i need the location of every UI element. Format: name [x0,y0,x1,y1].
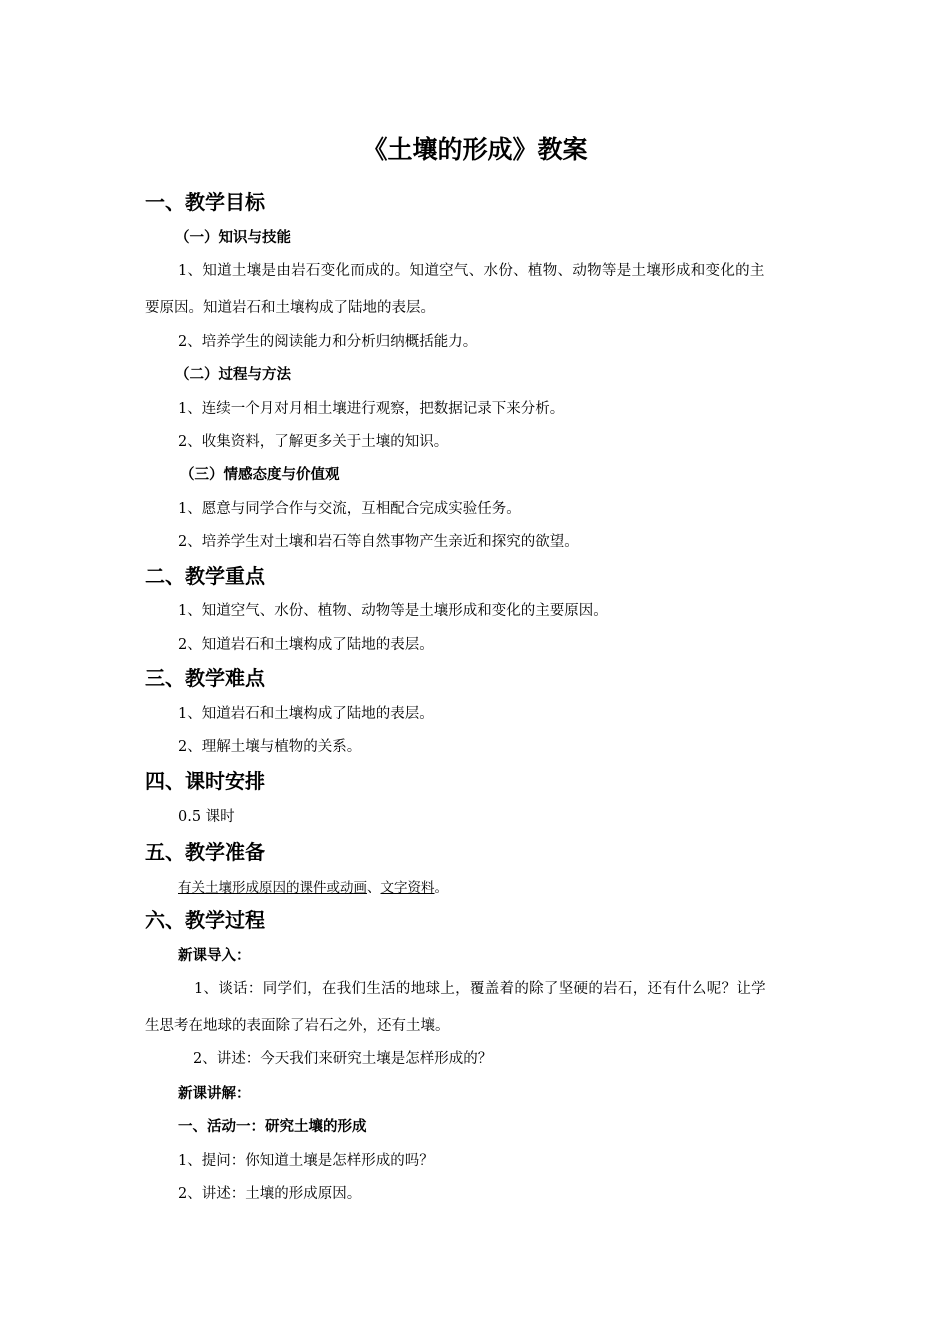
subheading-lesson-intro: 新课导入： [178,948,251,964]
paragraph: 1、知道空气、水份、植物、动物等是土壤形成和变化的主要原因。 [178,603,608,619]
period: 。 [434,880,448,896]
subheading-knowledge-skills: （一）知识与技能 [175,230,291,246]
paragraph: 生思考在地球的表面除了岩石之外，还有土壤。 [145,1018,450,1034]
section-heading-difficulties: 三、教学难点 [145,666,265,690]
preparation-link-text-materials[interactable]: 文字资料 [380,880,435,896]
paragraph: 2、培养学生的阅读能力和分析归纳概括能力。 [178,334,478,350]
paragraph: 2、讲述：今天我们来研究土壤是怎样形成的？ [193,1051,493,1067]
paragraph: 2、培养学生对土壤和岩石等自然事物产生亲近和探究的欲望。 [178,534,579,550]
paragraph: 要原因。知道岩石和土壤构成了陆地的表层。 [145,300,435,316]
subheading-attitudes-values: （三）情感态度与价值观 [180,467,340,483]
paragraph: 2、理解土壤与植物的关系。 [178,739,362,755]
paragraph: 1、知道岩石和土壤构成了陆地的表层。 [178,706,434,722]
paragraph: 1、提问：你知道土壤是怎样形成的吗？ [178,1153,434,1169]
section-heading-preparation: 五、教学准备 [145,840,265,864]
paragraph: 1、愿意与同学合作与交流，互相配合完成实验任务。 [178,501,521,517]
paragraph: 2、讲述：土壤的形成原因。 [178,1186,362,1202]
section-heading-objectives: 一、教学目标 [145,190,265,214]
preparation-link-courseware[interactable]: 有关土壤形成原因的课件或动画 [178,880,367,896]
document-title: 《土壤的形成》教案 [362,135,588,164]
subheading-activity-one: 一、活动一：研究土壤的形成 [178,1119,367,1135]
subheading-lesson-explanation: 新课讲解： [178,1086,251,1102]
subheading-process-methods: （二）过程与方法 [175,367,291,383]
paragraph: 1、知道土壤是由岩石变化而成的。知道空气、水份、植物、动物等是土壤形成和变化的主 [178,263,765,279]
paragraph: 1、连续一个月对月相土壤进行观察，把数据记录下来分析。 [178,401,565,417]
paragraph: 2、知道岩石和土壤构成了陆地的表层。 [178,637,434,653]
section-heading-key-points: 二、教学重点 [145,564,265,588]
paragraph: 2、收集资料，了解更多关于土壤的知识。 [178,434,449,450]
paragraph: 1、谈话：同学们，在我们生活的地球上，覆盖着的除了坚硬的岩石，还有什么呢？让学 [194,981,766,997]
section-heading-schedule: 四、课时安排 [145,769,265,793]
paragraph: 0.5 课时 [178,809,235,825]
separator: 、 [367,880,381,896]
preparation-line [178,876,448,896]
section-heading-process: 六、教学过程 [145,908,265,932]
